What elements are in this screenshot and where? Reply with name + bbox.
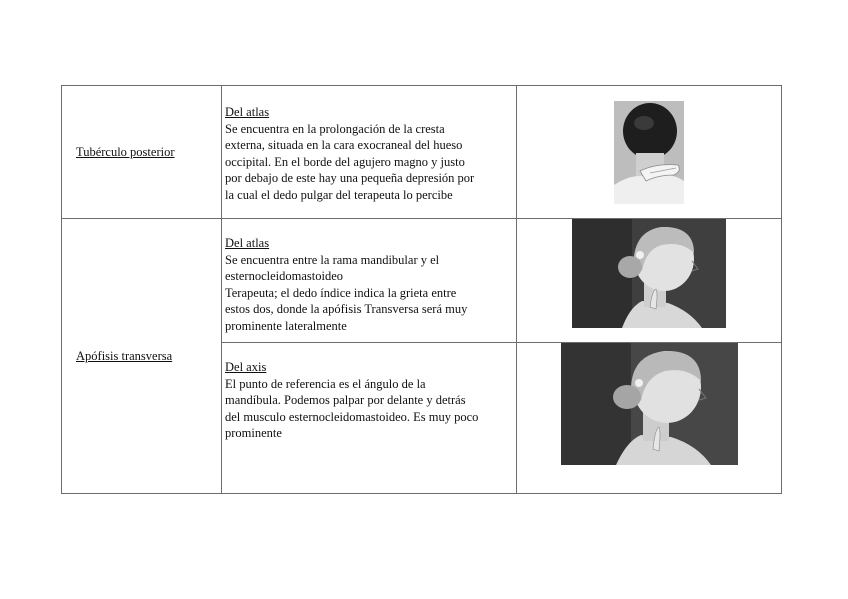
term-tuberculo-posterior: Tubérculo posterior: [62, 86, 222, 219]
description-line: del musculo esternocleidomastoideo. Es muy poco: [225, 409, 479, 424]
table-row: [62, 219, 782, 343]
photo-cell: [517, 86, 782, 219]
description-line: Terapeuta; el dedo índice indica la grieta entre: [225, 285, 457, 300]
description-line: externa, situada en la cara exocraneal del hueso: [225, 138, 463, 152]
description-line: la cual el dedo pulgar del terapeuta lo percibe: [225, 187, 453, 202]
description-cell: [222, 86, 517, 219]
description-heading: Del atlas: [225, 236, 270, 250]
description-line: por debajo de este hay una pequeña depresión por: [225, 171, 475, 185]
description-line: Se encuentra en la prolongación de la cresta: [225, 121, 445, 136]
description-line: prominente: [225, 426, 282, 440]
description-line: occipital. En el borde del agujero magno y justo: [225, 154, 465, 169]
photo-cell: [517, 343, 782, 494]
description-heading: Del atlas: [225, 105, 270, 119]
term-apofisis-transversa: Apófisis transversa: [62, 219, 222, 494]
description-line: esternocleidomastoideo: [225, 269, 344, 283]
description-line: mandíbula. Podemos palpar por delante y detrás: [225, 393, 466, 407]
description-line: Se encuentra entre la rama mandibular y el: [225, 252, 440, 267]
photo-woman-profile-atlas: [572, 219, 726, 328]
photo-woman-profile-axis: [561, 343, 738, 465]
description-cell: [222, 343, 517, 494]
photo-cell: [517, 219, 782, 343]
description-heading: Del axis: [225, 360, 267, 374]
photo-back-of-head: [614, 101, 684, 204]
description-line: El punto de referencia es el ángulo de la: [225, 376, 426, 391]
description-cell: [222, 219, 517, 343]
anatomy-table: [61, 85, 782, 494]
description-line: estos dos, donde la apófisis Transversa será muy: [225, 302, 468, 316]
description-line: prominente lateralmente: [225, 318, 347, 333]
table-row: [62, 86, 782, 219]
